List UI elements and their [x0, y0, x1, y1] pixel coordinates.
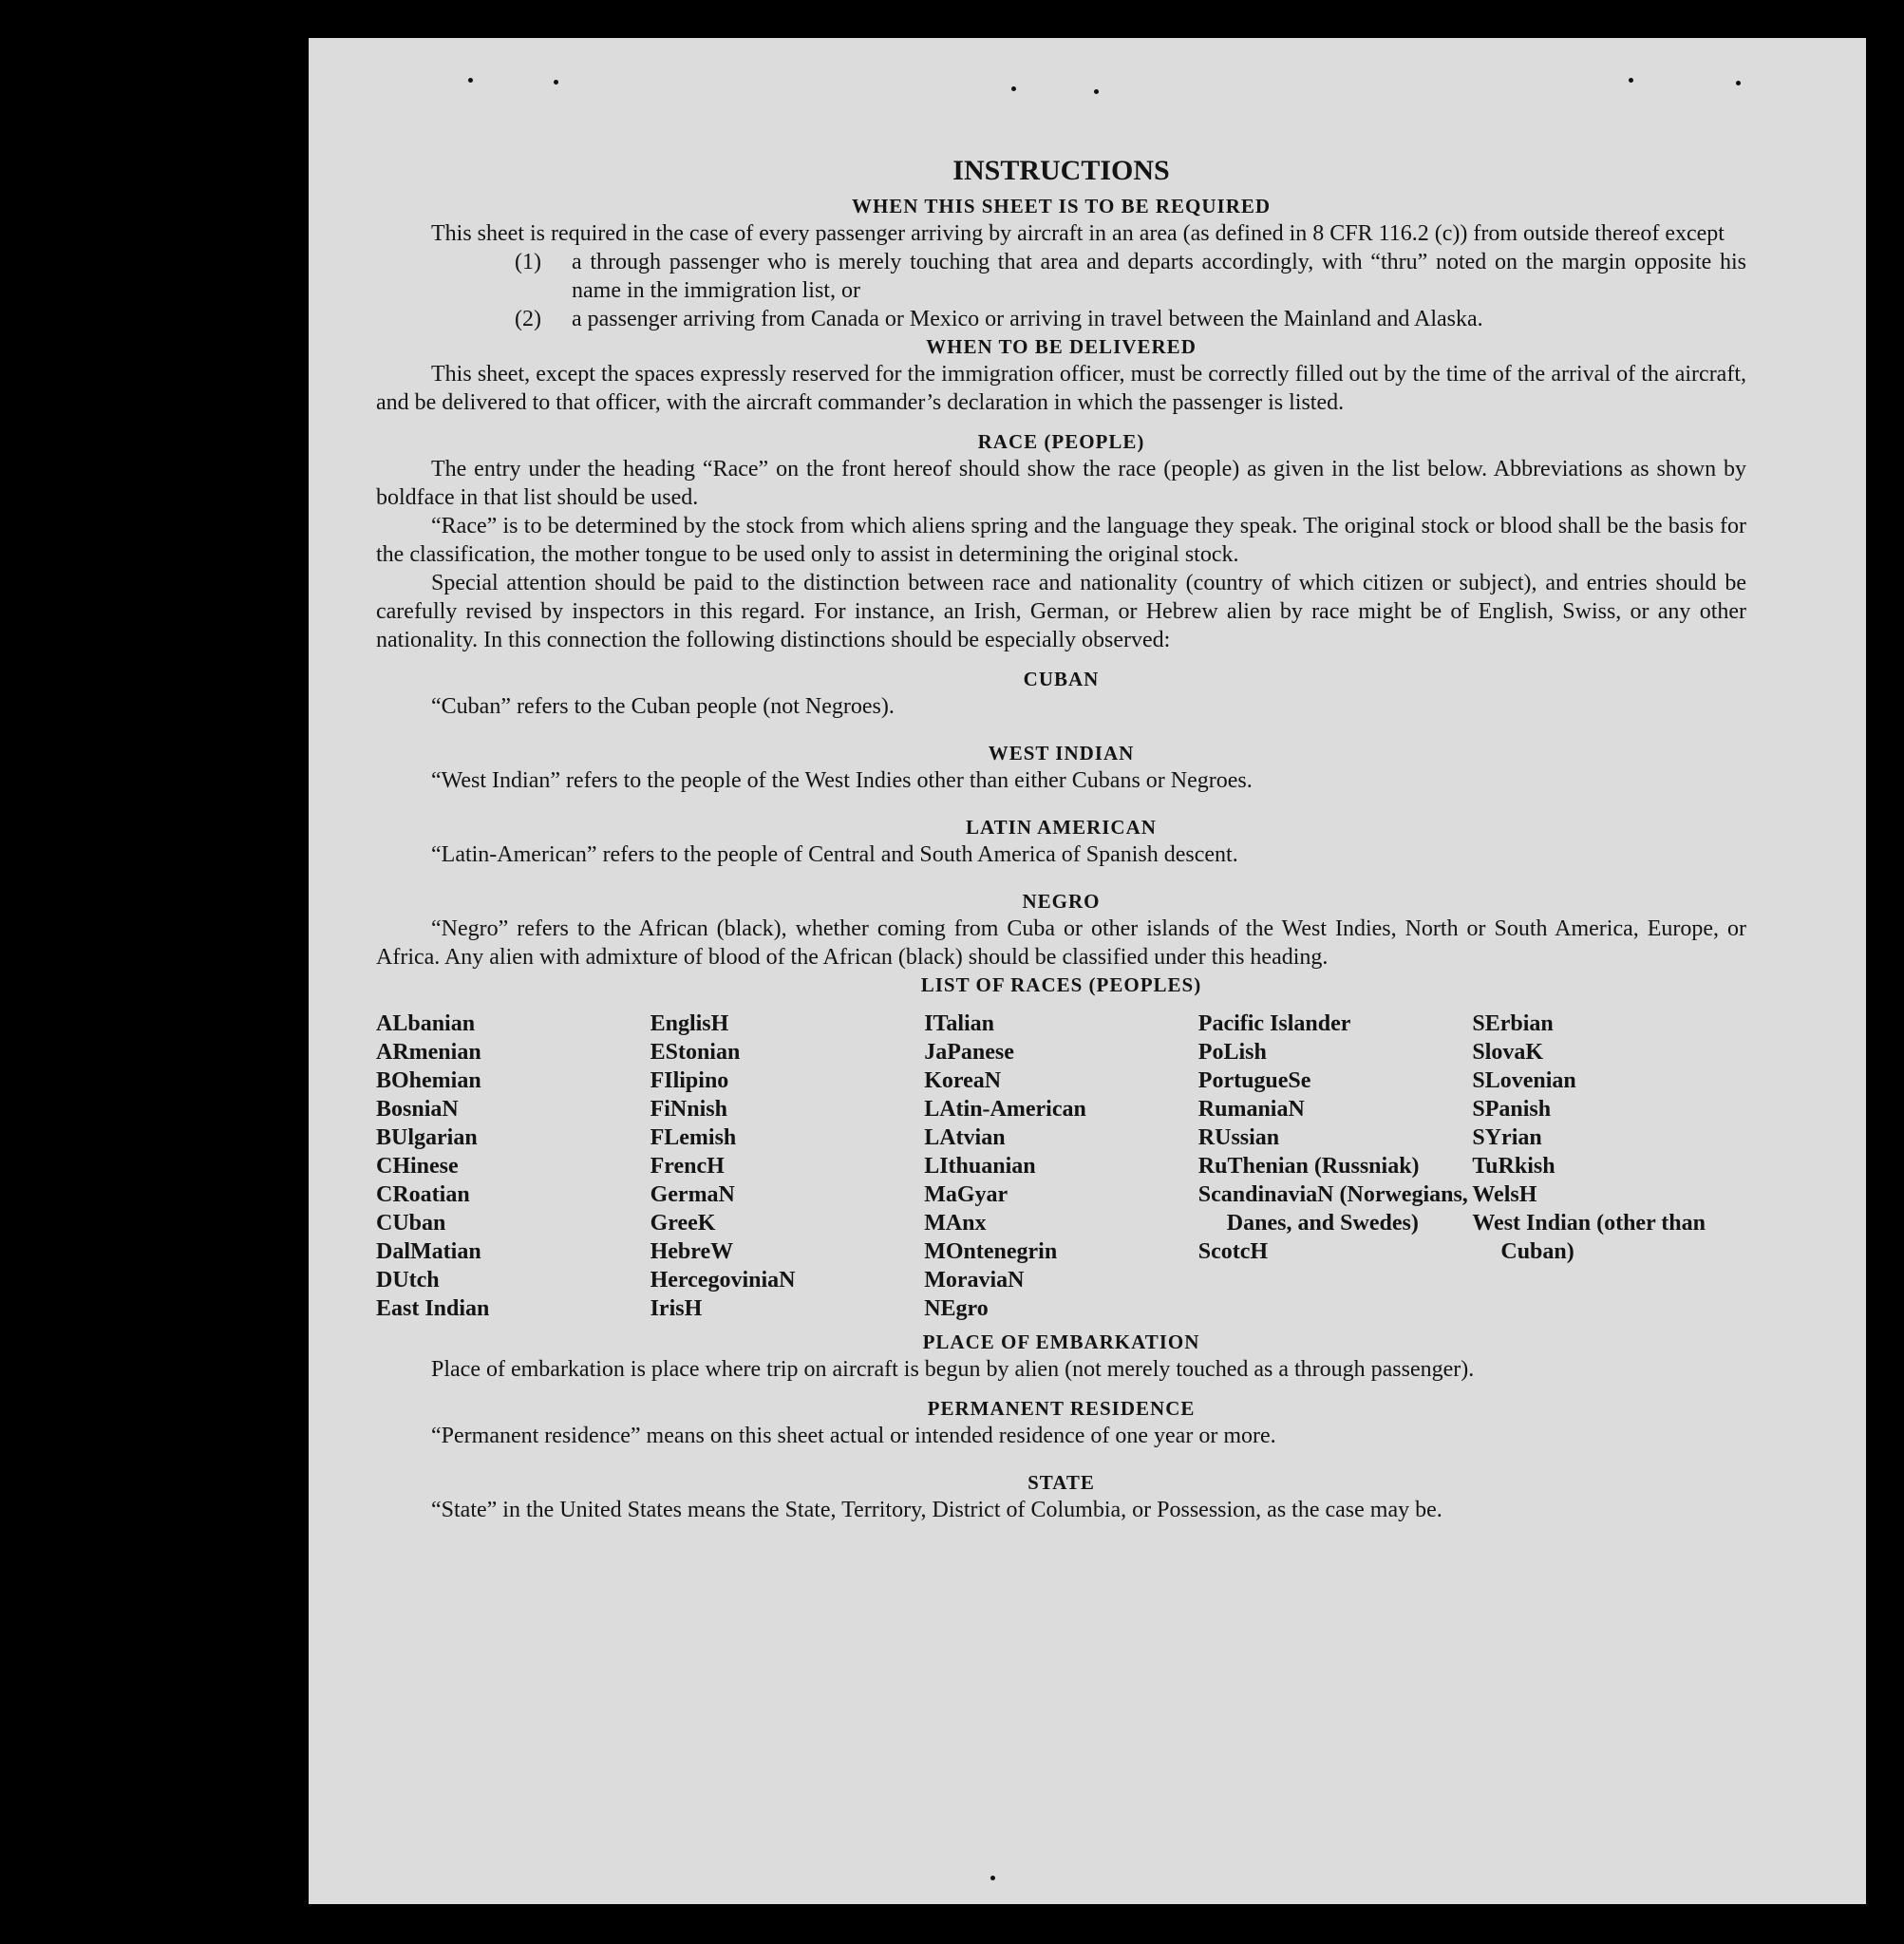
paragraph-negro: “Negro” refers to the African (black), whether coming from Cuba or other islands of the West Indies, North or South America, Europe, or Africa. Any alien with admixture of blood of the African (black) should be classified under this heading.: [376, 916, 1746, 970]
race-column-1: [376, 1010, 650, 1323]
paragraph-west-indian: “West Indian” refers to the people of the West Indies other than either Cubans or Negroes.: [431, 768, 1253, 793]
paragraph-delivered: This sheet, except the spaces expressly reserved for the immigration officer, must be correctly filled out by the time of the arrival of the aircraft, and be delivered to that officer, with the aircraft commander’s declaration in which the passenger is listed.: [376, 362, 1746, 415]
race-entry: SYrian: [1472, 1125, 1542, 1150]
race-entry: FIlipino: [650, 1068, 729, 1093]
race-entry: HercegoviniaN: [650, 1268, 796, 1293]
race-entry: MAnx: [924, 1211, 987, 1236]
race-entry: FrencH: [650, 1154, 725, 1179]
race-entry: JaPanese: [924, 1040, 1014, 1065]
page-speck: [468, 78, 473, 83]
paragraph-latin-american: “Latin-American” refers to the people of Central and South America of Spanish descent.: [431, 842, 1238, 867]
race-entry: West Indian (other than Cuban): [1472, 1211, 1706, 1264]
heading-race: RACE (PEOPLE): [977, 430, 1145, 453]
race-entry: KoreaN: [924, 1068, 1002, 1093]
race-entry: DalMatian: [376, 1239, 481, 1264]
item-number: (1): [515, 250, 541, 274]
exception-item-1: [376, 248, 1746, 305]
race-column-5: [1472, 1010, 1746, 1323]
race-column-2: [650, 1010, 925, 1323]
race-entry: BOhemian: [376, 1068, 481, 1093]
heading-when-delivered: WHEN TO BE DELIVERED: [926, 335, 1197, 358]
race-entry: MOntenegrin: [924, 1239, 1058, 1264]
page-speck: [1629, 78, 1633, 83]
race-entry: FLemish: [650, 1125, 737, 1150]
race-entry: ARmenian: [376, 1040, 481, 1065]
race-entry: MoraviaN: [924, 1268, 1025, 1293]
race-entry: Pacific Islander: [1197, 1011, 1351, 1036]
paragraph-race-1: The entry under the heading “Race” on the front hereof should show the race (people) as given in the list below. Abbreviations as shown by boldface in that list should be used.: [376, 457, 1746, 510]
race-entry: LIthuanian: [924, 1154, 1036, 1179]
race-entry: EStonian: [650, 1040, 741, 1065]
race-entry: ITalian: [924, 1011, 995, 1036]
race-list: [376, 1010, 1746, 1323]
paragraph-state: “State” in the United States means the State, Territory, District of Columbia, or Possession, as the case may be.: [431, 1498, 1442, 1522]
heading-list-of-races: LIST OF RACES (PEOPLES): [920, 973, 1202, 996]
paragraph-required-intro: This sheet is required in the case of every passenger arriving by aircraft in an area (as defined in 8 CFR 116.2 (c)) from outside thereof except: [431, 221, 1725, 246]
exception-item-2: [376, 305, 1746, 333]
race-entry: WelsH: [1472, 1182, 1537, 1207]
race-column-3: [924, 1010, 1198, 1323]
race-entry: LAtvian: [924, 1125, 1006, 1150]
race-entry: East Indian: [376, 1296, 490, 1321]
race-entry: HebreW: [650, 1239, 734, 1264]
race-entry: ScandinaviaN (Norwegians, Danes, and Swedes): [1197, 1182, 1468, 1236]
page-speck: [1094, 89, 1099, 94]
item-number: (2): [515, 307, 541, 331]
race-entry: CRoatian: [376, 1182, 470, 1207]
page-title: INSTRUCTIONS: [952, 155, 1170, 186]
race-entry: CHinese: [376, 1154, 459, 1179]
heading-when-required: WHEN THIS SHEET IS TO BE REQUIRED: [851, 195, 1272, 217]
heading-place-of-embarkation: PLACE OF EMBARKATION: [922, 1331, 1200, 1353]
race-entry: SLovenian: [1472, 1068, 1576, 1093]
paragraph-race-2: “Race” is to be determined by the stock from which aliens spring and the language they speak. The original stock or blood shall be the basis for the classification, the mother tongue to be used only to assist in determining the original stock.: [376, 514, 1746, 567]
page-speck: [1736, 81, 1741, 85]
heading-latin-american: LATIN AMERICAN: [966, 816, 1157, 839]
heading-permanent-residence: PERMANENT RESIDENCE: [927, 1397, 1196, 1420]
race-entry: RuThenian (Russniak): [1197, 1154, 1420, 1179]
race-entry: PortugueSe: [1197, 1068, 1311, 1093]
paragraph-race-3: Special attention should be paid to the distinction between race and nationality (country of which citizen or subject), and entries should be carefully revised by inspectors in this regard. For instance, an Irish, German, or Hebrew alien by race might be of English, Swiss, or any other nationality. In this connection the following distinctions should be especially observed:: [376, 571, 1746, 652]
race-entry: DUtch: [376, 1268, 440, 1293]
race-entry: EnglisH: [650, 1011, 729, 1036]
heading-cuban: CUBAN: [1023, 668, 1100, 690]
paragraph-cuban: “Cuban” refers to the Cuban people (not Negroes).: [431, 694, 895, 719]
race-entry: ALbanian: [376, 1011, 476, 1036]
page-speck: [554, 80, 558, 85]
item-text: a through passenger who is merely touching that area and departs accordingly, with “thru” noted on the margin opposite his name in the immigration list, or: [572, 250, 1746, 303]
race-entry: RumaniaN: [1197, 1097, 1305, 1122]
page-speck: [990, 1876, 995, 1880]
item-text: a passenger arriving from Canada or Mexico or arriving in travel between the Mainland and Alaska.: [572, 307, 1483, 331]
race-entry: ScotcH: [1197, 1239, 1269, 1264]
race-entry: SPanish: [1472, 1097, 1552, 1122]
race-entry: SlovaK: [1472, 1040, 1544, 1065]
race-entry: TuRkish: [1472, 1154, 1555, 1179]
race-entry: GreeK: [650, 1211, 716, 1236]
page-speck: [1011, 86, 1016, 91]
race-column-4: [1198, 1010, 1473, 1323]
race-entry: CUban: [376, 1211, 446, 1236]
race-entry: IrisH: [650, 1296, 703, 1321]
instructions-content: [376, 152, 1746, 1524]
race-entry: GermaN: [650, 1182, 735, 1207]
heading-negro: NEGRO: [1022, 890, 1101, 913]
race-entry: NEgro: [924, 1296, 989, 1321]
race-entry: LAtin-American: [924, 1097, 1086, 1122]
race-entry: BUlgarian: [376, 1125, 478, 1150]
race-entry: SErbian: [1472, 1011, 1554, 1036]
heading-west-indian: WEST INDIAN: [988, 742, 1135, 764]
race-entry: RUssian: [1197, 1125, 1280, 1150]
paragraph-permanent-residence: “Permanent residence” means on this sheet actual or intended residence of one year or more.: [431, 1424, 1276, 1448]
paragraph-place-of-embarkation: Place of embarkation is place where trip on aircraft is begun by alien (not merely touched as a through passenger).: [431, 1357, 1475, 1382]
heading-state: STATE: [1027, 1471, 1095, 1494]
race-entry: MaGyar: [924, 1182, 1009, 1207]
document-page: [309, 38, 1866, 1904]
race-entry: FiNnish: [650, 1097, 727, 1122]
race-entry: PoLish: [1197, 1040, 1267, 1065]
race-entry: BosniaN: [376, 1097, 459, 1122]
